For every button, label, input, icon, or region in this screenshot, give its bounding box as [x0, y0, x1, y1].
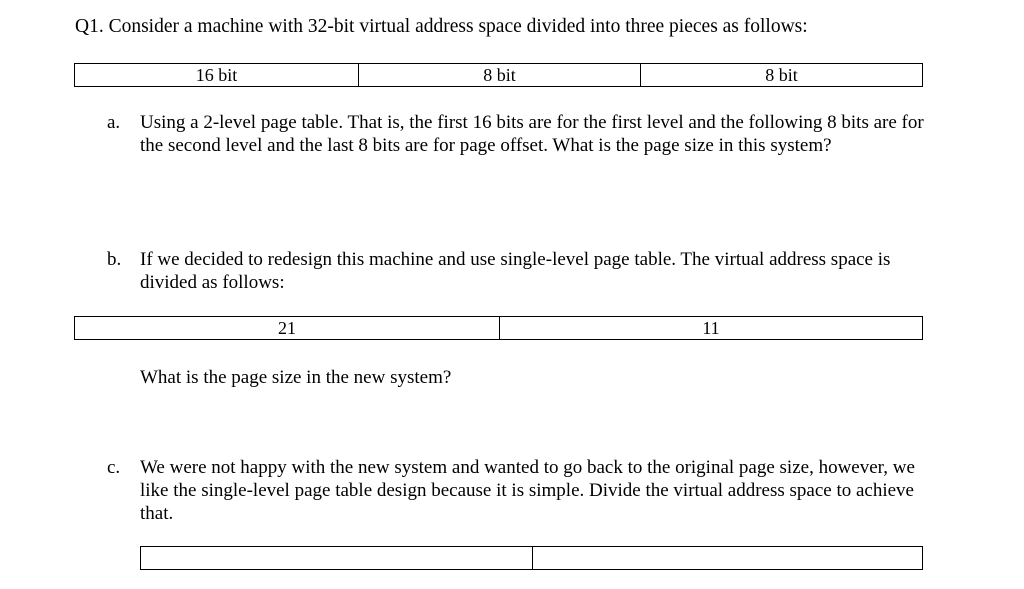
question-b [107, 248, 927, 294]
table-a-cell-first-level: 16 bit [195, 65, 238, 85]
table-b-cell-offset: 11 [499, 317, 922, 339]
table-a-cell-second-level: 8 bit [358, 64, 640, 86]
table-a-cell-offset: 8 bit [640, 64, 922, 86]
question-a [107, 111, 927, 157]
question-a-marker: a. [107, 112, 121, 133]
address-split-table-a [74, 63, 923, 87]
table-c-cell-offset[interactable] [532, 547, 922, 569]
question-c [107, 456, 927, 525]
table-b-cell-page-number: 21 [278, 318, 296, 338]
question-title: Q1. Consider a machine with 32-bit virtual address space divided into three pieces as follows: [75, 16, 808, 37]
question-b-marker: b. [107, 249, 122, 270]
question-c-marker: c. [107, 457, 121, 478]
question-b-text: If we decided to redesign this machine and use single-level page table. The virtual address space is divided as follows: [140, 249, 891, 293]
question-b-followup: What is the page size in the new system? [140, 367, 452, 388]
address-split-table-c [140, 546, 923, 570]
question-c-text: We were not happy with the new system and wanted to go back to the original page size, however, we like the single-level page table design because it is simple. Divide the virtual address space to achieve that. [140, 457, 915, 524]
question-a-text: Using a 2-level page table. That is, the first 16 bits are for the first level and the following 8 bits are for the second level and the last 8 bits are for page offset. What is the page size in this system? [140, 112, 924, 156]
address-split-table-b [74, 316, 923, 340]
table-c-cell-page-number[interactable] [141, 547, 532, 569]
